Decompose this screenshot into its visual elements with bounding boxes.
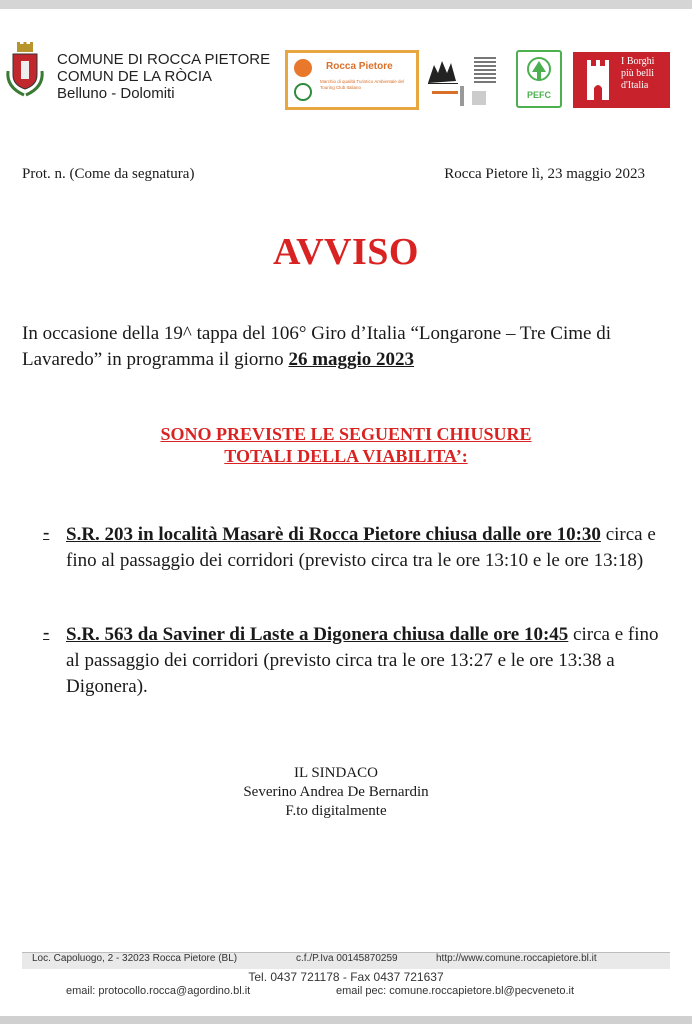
pefc-logo [516,50,562,108]
tree-icon [526,56,552,86]
signature-name: Severino Andrea De Bernardin [243,784,429,800]
touring-club-icon [294,83,312,101]
closure-road: S.R. 203 in località Masarè di Rocca Pietore chiusa dalle ore 10:30 [66,524,601,545]
place-date: Rocca Pietore lì, 23 maggio 2023 [444,166,645,182]
closures-heading [0,423,692,467]
list-item [66,522,662,574]
pefc-label: PEFC [526,90,551,100]
municipality-name-ladin: COMUN DE LA RÒCIA [57,68,213,85]
bottom-border [0,1016,692,1024]
notice-title: AVVISO [273,231,419,273]
borghi-line3: d'Italia [621,80,649,91]
closure-details: circa e fino al passaggio dei corridori (previsto circa tra le ore 13:27 e le ore 13:38 a Digonera). [66,624,659,697]
municipality-location: Belluno - Dolomiti [57,85,175,102]
footer-pec[interactable]: email pec: comune.roccapietore.bl@pecveneto.it [336,985,575,997]
borghi-text [621,56,654,92]
orange-circle-icon [294,59,312,77]
logo-title: Rocca Pietore [326,61,393,72]
footer-email[interactable]: email: protocollo.rocca@agordino.bl.it [66,985,251,997]
closure-road: S.R. 563 da Saviner di Laste a Digonera chiusa dalle ore 10:45 [66,624,569,645]
municipality-heading [57,51,270,102]
footer-website[interactable]: http://www.comune.roccapietore.bl.it [436,953,597,964]
closure-details: circa e fino al passaggio dei corridori (previsto circa tra le ore 13:10 e le ore 13:18) [66,524,656,571]
coat-of-arms-icon [4,41,46,109]
borghi-line1: I Borghi [621,56,655,67]
protocol-number: Prot. n. (Come da segnatura) [22,166,195,182]
dolomites-unesco-logo [424,51,510,109]
list-item [66,622,662,700]
top-border [0,0,692,9]
footer-vat: c.f./P.Iva 00145870259 [296,953,398,964]
logo-subtitle: Marchio di qualità Turistico Ambientale del Touring Club Italiano [320,79,405,90]
intro-paragraph [22,321,662,373]
signature-note: F.to digitalmente [285,803,387,819]
signature-role: IL SINDACO [293,765,379,781]
borghi-logo [573,52,670,108]
intro-date: 26 maggio 2023 [288,349,415,370]
signature-block [0,764,692,821]
list-bullet: - [43,622,50,643]
closures-heading-line2: TOTALI DELLA VIABILITA’: [224,446,468,466]
rocca-pietore-logo [285,50,419,110]
intro-text: In occasione della 19^ tappa del 106° Giro d’Italia “Longarone – Tre Cime di Lavaredo” in programma il giorno [22,323,611,370]
municipality-name: COMUNE DI ROCCA PIETORE [57,51,271,68]
closures-heading-line1: SONO PREVISTE LE SEGUENTI CHIUSURE [160,424,532,444]
borghi-line2: più belli [621,68,655,79]
list-bullet: - [43,522,50,543]
footer-address: Loc. Capoluogo, 2 - 32023 Rocca Pietore (BL) [32,953,238,964]
tower-icon [581,58,615,102]
footer-phone: Tel. 0437 721178 - Fax 0437 721637 [248,970,444,984]
